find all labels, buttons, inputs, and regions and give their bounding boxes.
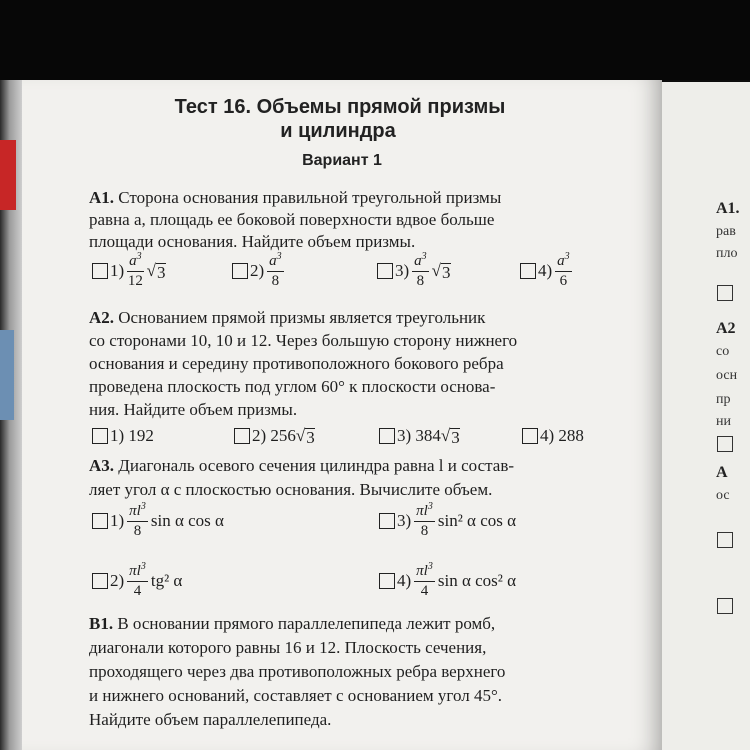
a3-line2: ляет угол α с плоскостью основания. Вычислите объем. [89, 480, 493, 499]
a2-option-1[interactable]: 1) 192 [92, 426, 154, 446]
checkbox[interactable] [377, 263, 393, 279]
b1-line4: и нижнего оснований, составляет с основанием угол 45°. [89, 686, 503, 705]
a2-line3: основания и середину противоположного бокового ребра [89, 354, 504, 373]
a2-option-4[interactable]: 4) 288 [522, 426, 584, 446]
a2-label: А2. [89, 308, 115, 327]
sqrt-icon: √ 3 [146, 260, 166, 282]
book-cover-blue [0, 330, 14, 420]
a1-line2: равна a, площадь ее боковой поверхности вдвое больше [89, 210, 495, 229]
page-title: Тест 16. Объемы прямой призмы [174, 96, 506, 118]
next-a2-line3: пр [716, 392, 731, 407]
a2-option-3[interactable]: 3) 384 √ 3 [379, 426, 460, 446]
next-checkbox [717, 598, 733, 614]
a1-option-2[interactable]: 2) $\frac{a^3}{8}$ [232, 252, 287, 289]
checkbox[interactable] [520, 263, 536, 279]
next-a2-label: А2 [716, 320, 736, 337]
a1-option-3[interactable]: 3) $\frac{a^3}{8}$ √ 3 [377, 252, 451, 289]
checkbox[interactable] [92, 573, 108, 589]
page-title-line2: и цилиндра [280, 120, 396, 142]
next-a3-label: А [716, 464, 728, 481]
a3-option-2[interactable]: 2) $\frac{\pi l^3}{4}$ tg² α [92, 562, 182, 599]
next-checkbox [717, 532, 733, 548]
checkbox[interactable] [379, 428, 395, 444]
next-checkbox [717, 285, 733, 301]
checkbox[interactable] [379, 573, 395, 589]
sqrt-icon: √ 3 [431, 260, 451, 282]
checkbox[interactable] [234, 428, 250, 444]
b1-line3: проходящего через два противоположных ребра верхнего [89, 662, 506, 681]
sqrt-icon: √ 3 [295, 426, 315, 447]
next-a2-line4: ни [716, 414, 731, 429]
a2-option-2[interactable]: 2) 256 √ 3 [234, 426, 315, 446]
a3-option-3[interactable]: 3) $\frac{\pi l^3}{8}$ sin² α cos α [379, 502, 516, 539]
next-a3-line1: ос [716, 488, 730, 503]
book-cover-red [0, 140, 16, 210]
a1-label: А1. [89, 188, 115, 207]
a1-line3: площади основания. Найдите объем призмы. [89, 232, 416, 251]
a2-line4: проведена плоскость под углом 60° к плоскости основа- [89, 377, 496, 396]
a2-line2: со сторонами 10, 10 и 12. Через большую сторону нижнего [89, 331, 518, 350]
next-checkbox [717, 436, 733, 452]
next-a2-line1: со [716, 344, 730, 359]
checkbox[interactable] [92, 263, 108, 279]
a2-line5: ния. Найдите объем призмы. [89, 400, 298, 419]
variant-heading: Вариант 1 [302, 152, 382, 169]
a1-option-1[interactable]: 1) $\frac{a^3}{12}$ √ 3 [92, 252, 166, 289]
checkbox[interactable] [92, 513, 108, 529]
b1-line2: диагонали которого равны 16 и 12. Плоскость сечения, [89, 638, 487, 657]
checkbox[interactable] [379, 513, 395, 529]
a3-option-4[interactable]: 4) $\frac{\pi l^3}{4}$ sin α cos² α [379, 562, 516, 599]
checkbox[interactable] [522, 428, 538, 444]
checkbox[interactable] [92, 428, 108, 444]
next-a1-line2: пло [716, 246, 738, 261]
dark-background [0, 0, 750, 80]
a3-line1: А3. Диагональ осевого сечения цилиндра равна l и состав- [89, 456, 515, 475]
book-page [22, 80, 662, 750]
sqrt-icon: √ 3 [440, 426, 460, 447]
b1-label: В1. [89, 614, 114, 633]
a1-option-4[interactable]: 4) $\frac{a^3}{6}$ [520, 252, 575, 289]
next-page [662, 82, 750, 750]
next-a2-line2: осн [716, 368, 738, 383]
a1-line1: А1. Сторона основания правильной треугольной призмы [89, 188, 502, 207]
b1-line1: В1. В основании прямого параллелепипеда лежит ромб, [89, 614, 496, 633]
a3-label: А3. [89, 456, 115, 475]
next-a1-line1: рав [716, 224, 736, 239]
checkbox[interactable] [232, 263, 248, 279]
b1-line5: Найдите объем параллелепипеда. [89, 710, 332, 729]
a2-line1: А2. Основанием прямой призмы является треугольник [89, 308, 486, 327]
a3-option-1[interactable]: 1) $\frac{\pi l^3}{8}$ sin α cos α [92, 502, 224, 539]
next-a1-label: А1. [716, 200, 740, 217]
